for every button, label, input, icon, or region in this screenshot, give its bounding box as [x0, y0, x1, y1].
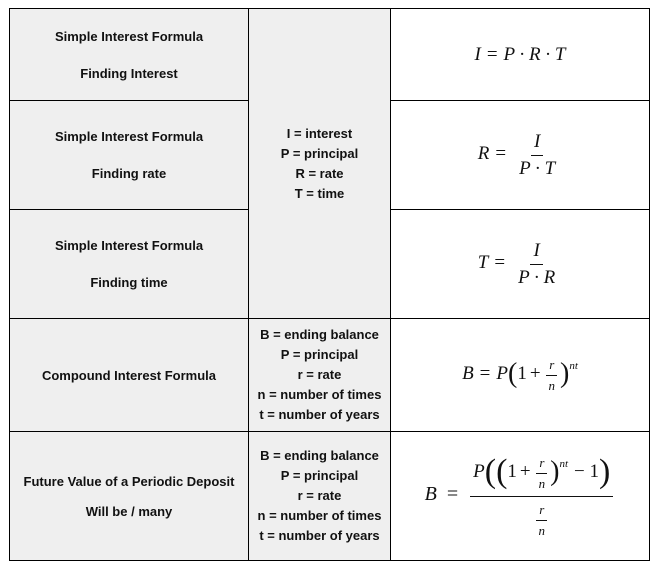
numerator: r [536, 502, 547, 521]
one: 1 [517, 363, 527, 385]
formula-subtitle: Will be / many [85, 503, 173, 519]
equals-sign: = [495, 143, 507, 165]
formula-cell [391, 210, 650, 319]
future-value-formula [424, 453, 616, 538]
formula-name-cell [10, 101, 249, 210]
minus-one: − 1 [574, 461, 599, 483]
variable-definition: T = time [294, 185, 345, 201]
formula-name-cell [10, 9, 249, 101]
fraction [515, 240, 558, 289]
formula-lhs: R [477, 143, 490, 165]
one: 1 [507, 461, 517, 483]
formula-lhs: B [424, 483, 437, 506]
formula-title: Compound Interest Formula [41, 367, 217, 383]
fraction [546, 357, 559, 394]
variable-definition: P = principal [280, 347, 359, 362]
formula-cell [391, 9, 650, 101]
compound-formula: B = P(1 + $\frac{r}{n}$ )$^{nt}$ [462, 356, 578, 393]
variables-cell [249, 432, 391, 561]
table-row [10, 9, 650, 101]
principal-symbol: P [496, 363, 508, 385]
exponent: nt [569, 360, 578, 373]
formula-name-cell [10, 432, 249, 561]
formula-title: Simple Interest Formula [54, 129, 204, 144]
variables-cell [249, 9, 391, 319]
denominator: n [538, 475, 546, 491]
numerator: r [536, 455, 547, 474]
variable-definition: r = rate [297, 488, 342, 503]
denominator: n [538, 522, 545, 538]
main-fraction [470, 453, 613, 538]
formula-title: Simple Interest Formula [54, 28, 204, 44]
table-row [10, 319, 650, 432]
formula-lhs: B [462, 363, 474, 385]
exponent: nt [559, 458, 569, 471]
variable-definition: n = number of times [257, 508, 382, 523]
variable-definition: B = ending balance [260, 327, 379, 342]
formula-cell [391, 101, 650, 210]
principal-symbol: P [473, 461, 485, 483]
equals-sign: = [486, 43, 498, 65]
formula-lhs: T [477, 252, 489, 274]
formula-title: Future Value of a Periodic Deposit [23, 473, 235, 489]
formula-subtitle: Finding time [90, 275, 168, 290]
denominator: n [548, 377, 556, 393]
table-row [10, 432, 650, 561]
denominator [530, 497, 553, 539]
fraction [516, 131, 558, 180]
equals-sign: = [446, 483, 459, 506]
variables-cell [249, 319, 391, 432]
fraction [536, 455, 549, 492]
formula-lhs: I [474, 43, 481, 65]
formula-name-cell [10, 319, 249, 432]
plus-sign: + [519, 461, 531, 483]
variable-definition: r = rate [297, 367, 342, 382]
formula-subtitle: Finding rate [91, 166, 167, 181]
formula-title: Simple Interest Formula [54, 238, 204, 253]
numerator: I [531, 131, 543, 156]
numerator: P((1 + $\frac{r}{n}$ )$^{nt}$ − 1) [470, 453, 613, 496]
variable-definition: P = principal [280, 468, 359, 483]
numerator: r [546, 357, 557, 376]
denominator: P · T [519, 157, 556, 179]
formula-subtitle: Finding Interest [80, 65, 178, 81]
formula-table [9, 8, 650, 561]
variable-definition: P = principal [280, 145, 359, 161]
equals-sign: = [479, 363, 491, 385]
formula-name-cell [10, 210, 249, 319]
interest-formula [475, 44, 566, 65]
variable-definition: n = number of times [257, 387, 382, 402]
equals-sign: = [494, 252, 506, 274]
formula-cell [391, 319, 650, 432]
formula-cell [391, 432, 650, 561]
variable-definition: B = ending balance [260, 448, 379, 463]
variable-definition: t = number of years [259, 407, 380, 422]
plus-sign: + [529, 363, 541, 385]
fraction [535, 502, 548, 539]
denominator: P · R [518, 266, 556, 288]
variable-definition: t = number of years [259, 528, 380, 543]
variable-definition: I = interest [286, 125, 353, 141]
formula-rhs: P · R · T [503, 43, 566, 65]
numerator: I [530, 240, 542, 265]
variable-definition: R = rate [295, 165, 344, 181]
